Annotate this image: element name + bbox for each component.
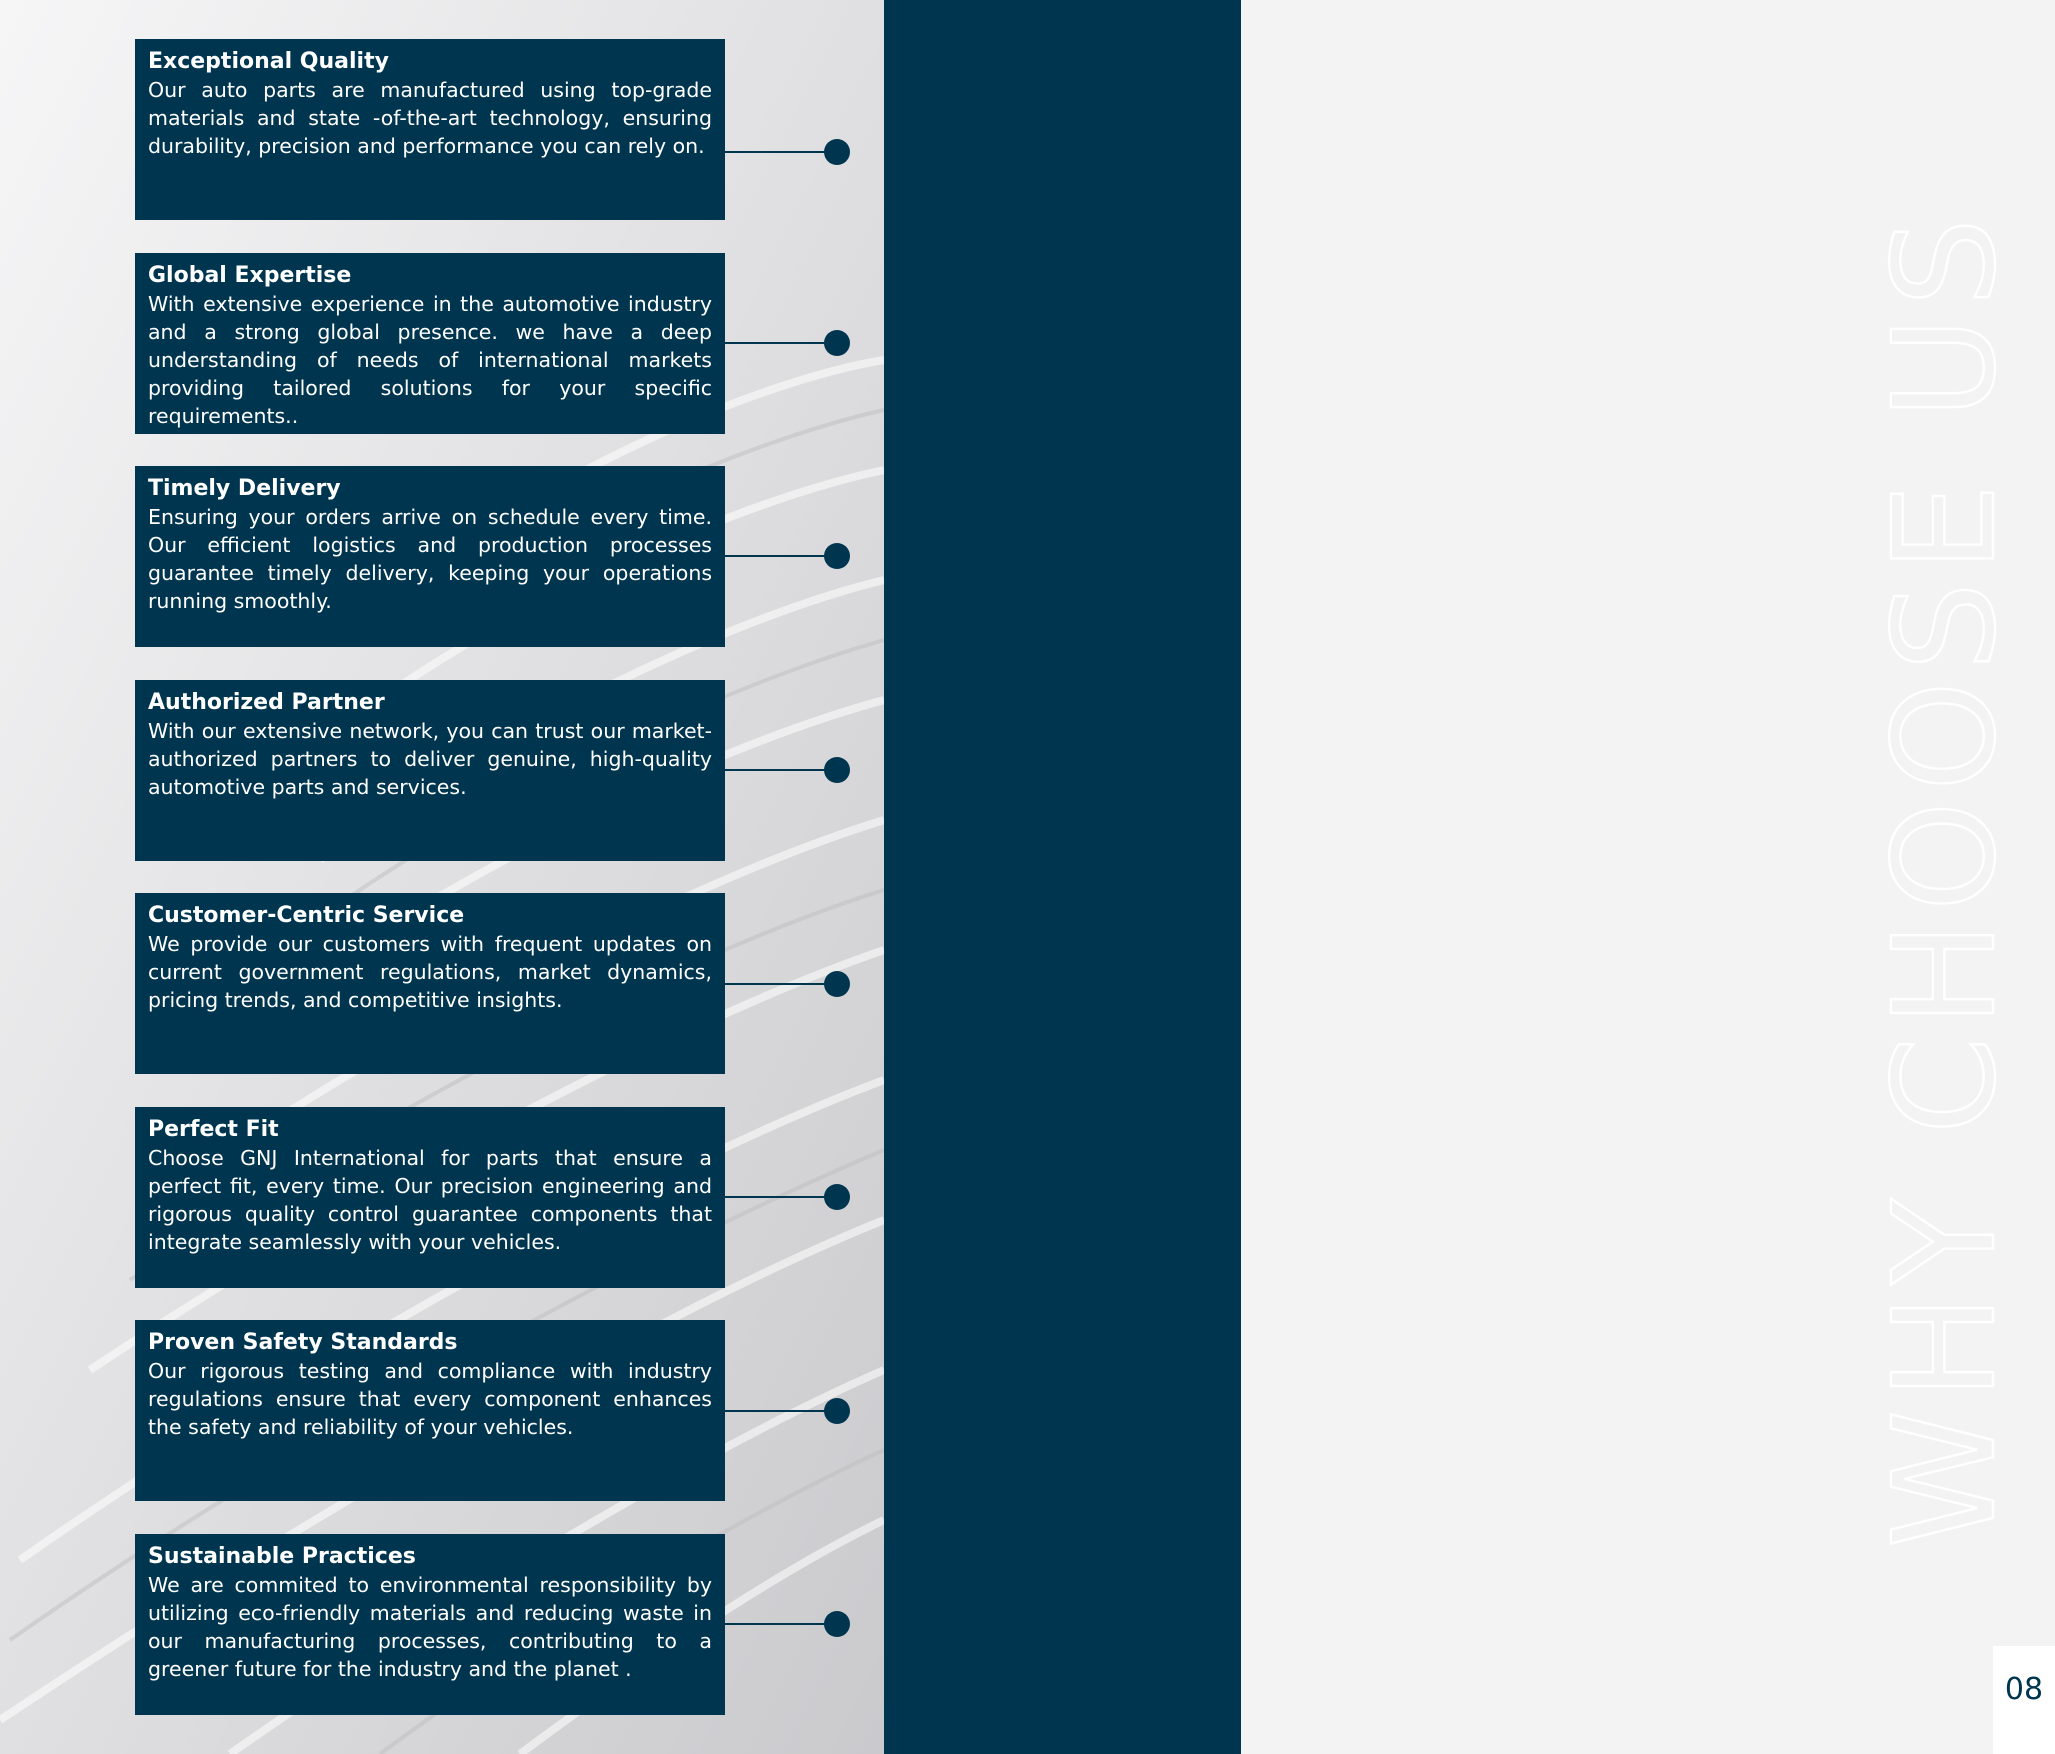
reason-text: Our rigorous testing and compliance with industry regulations ensure that every component enhances the safety and reliability of your vehicles. <box>148 1359 712 1439</box>
reason-text: With extensive experience in the automotive industry and a strong global presence. we have a deep understanding of needs of international markets providing tailored solutions for your specific requirements.. <box>148 292 712 428</box>
reason-text: We are commited to environmental responsibility by utilizing eco-friendly materials and reducing waste in our manufacturing processes, contributing to a greener future for the industry and the planet . <box>148 1573 712 1681</box>
page-number: 08 <box>2004 1672 2044 1707</box>
reason-title: Proven Safety Standards <box>148 1330 458 1355</box>
reason-card-authorized-partner <box>135 680 725 861</box>
reason-title: Sustainable Practices <box>148 1544 416 1569</box>
connector-line <box>725 769 835 771</box>
timeline-dot <box>824 757 850 783</box>
side-panel <box>884 0 2044 1754</box>
reason-card-customer-centric-service <box>135 893 725 1074</box>
timeline-dot <box>824 1184 850 1210</box>
connector-line <box>725 983 835 985</box>
timeline-dot <box>824 1398 850 1424</box>
reason-card-global-expertise <box>135 253 725 434</box>
reason-title: Customer-Centric Service <box>148 903 465 928</box>
reason-title: Global Expertise <box>148 263 352 288</box>
page-number-box <box>1993 1646 2055 1754</box>
reason-text: Choose GNJ International for parts that ensure a perfect fit, every time. Our precision engineering and rigorous quality control guarantee components that integrate seamlessly with your vehicles. <box>148 1146 712 1254</box>
reason-title: Exceptional Quality <box>148 49 389 74</box>
reason-title: Authorized Partner <box>148 690 385 715</box>
reason-title: Perfect Fit <box>148 1117 279 1142</box>
timeline-dot <box>824 543 850 569</box>
reason-text: We provide our customers with frequent updates on current government regulations, market dynamics, pricing trends, and competitive insights. <box>148 932 712 1012</box>
connector-line <box>725 342 835 344</box>
page-title: WHY CHOOSE US <box>1864 207 2027 1549</box>
reason-card-exceptional-quality <box>135 39 725 220</box>
reason-card-perfect-fit <box>135 1107 725 1288</box>
reason-text: Our auto parts are manufactured using top-grade materials and state -of-the-art technology, ensuring durability, precision and performance you can rely on. <box>148 78 712 158</box>
timeline-dot <box>824 1611 850 1637</box>
reason-title: Timely Delivery <box>148 476 341 501</box>
timeline-dot <box>824 330 850 356</box>
connector-line <box>725 1196 835 1198</box>
reason-card-sustainable-practices <box>135 1534 725 1715</box>
connector-line <box>725 1623 835 1625</box>
reason-card-timely-delivery <box>135 466 725 647</box>
timeline-dot <box>824 139 850 165</box>
timeline-dot <box>824 971 850 997</box>
connector-line <box>725 151 835 153</box>
connector-line <box>725 1410 835 1412</box>
reason-text: Ensuring your orders arrive on schedule every time. Our efficient logistics and production processes guarantee timely delivery, keeping your operations running smoothly. <box>148 505 712 613</box>
reason-card-proven-safety-standards <box>135 1320 725 1501</box>
connector-line <box>725 555 835 557</box>
reason-text: With our extensive network, you can trust our market-authorized partners to deliver genuine, high-quality automotive parts and services. <box>148 719 712 799</box>
